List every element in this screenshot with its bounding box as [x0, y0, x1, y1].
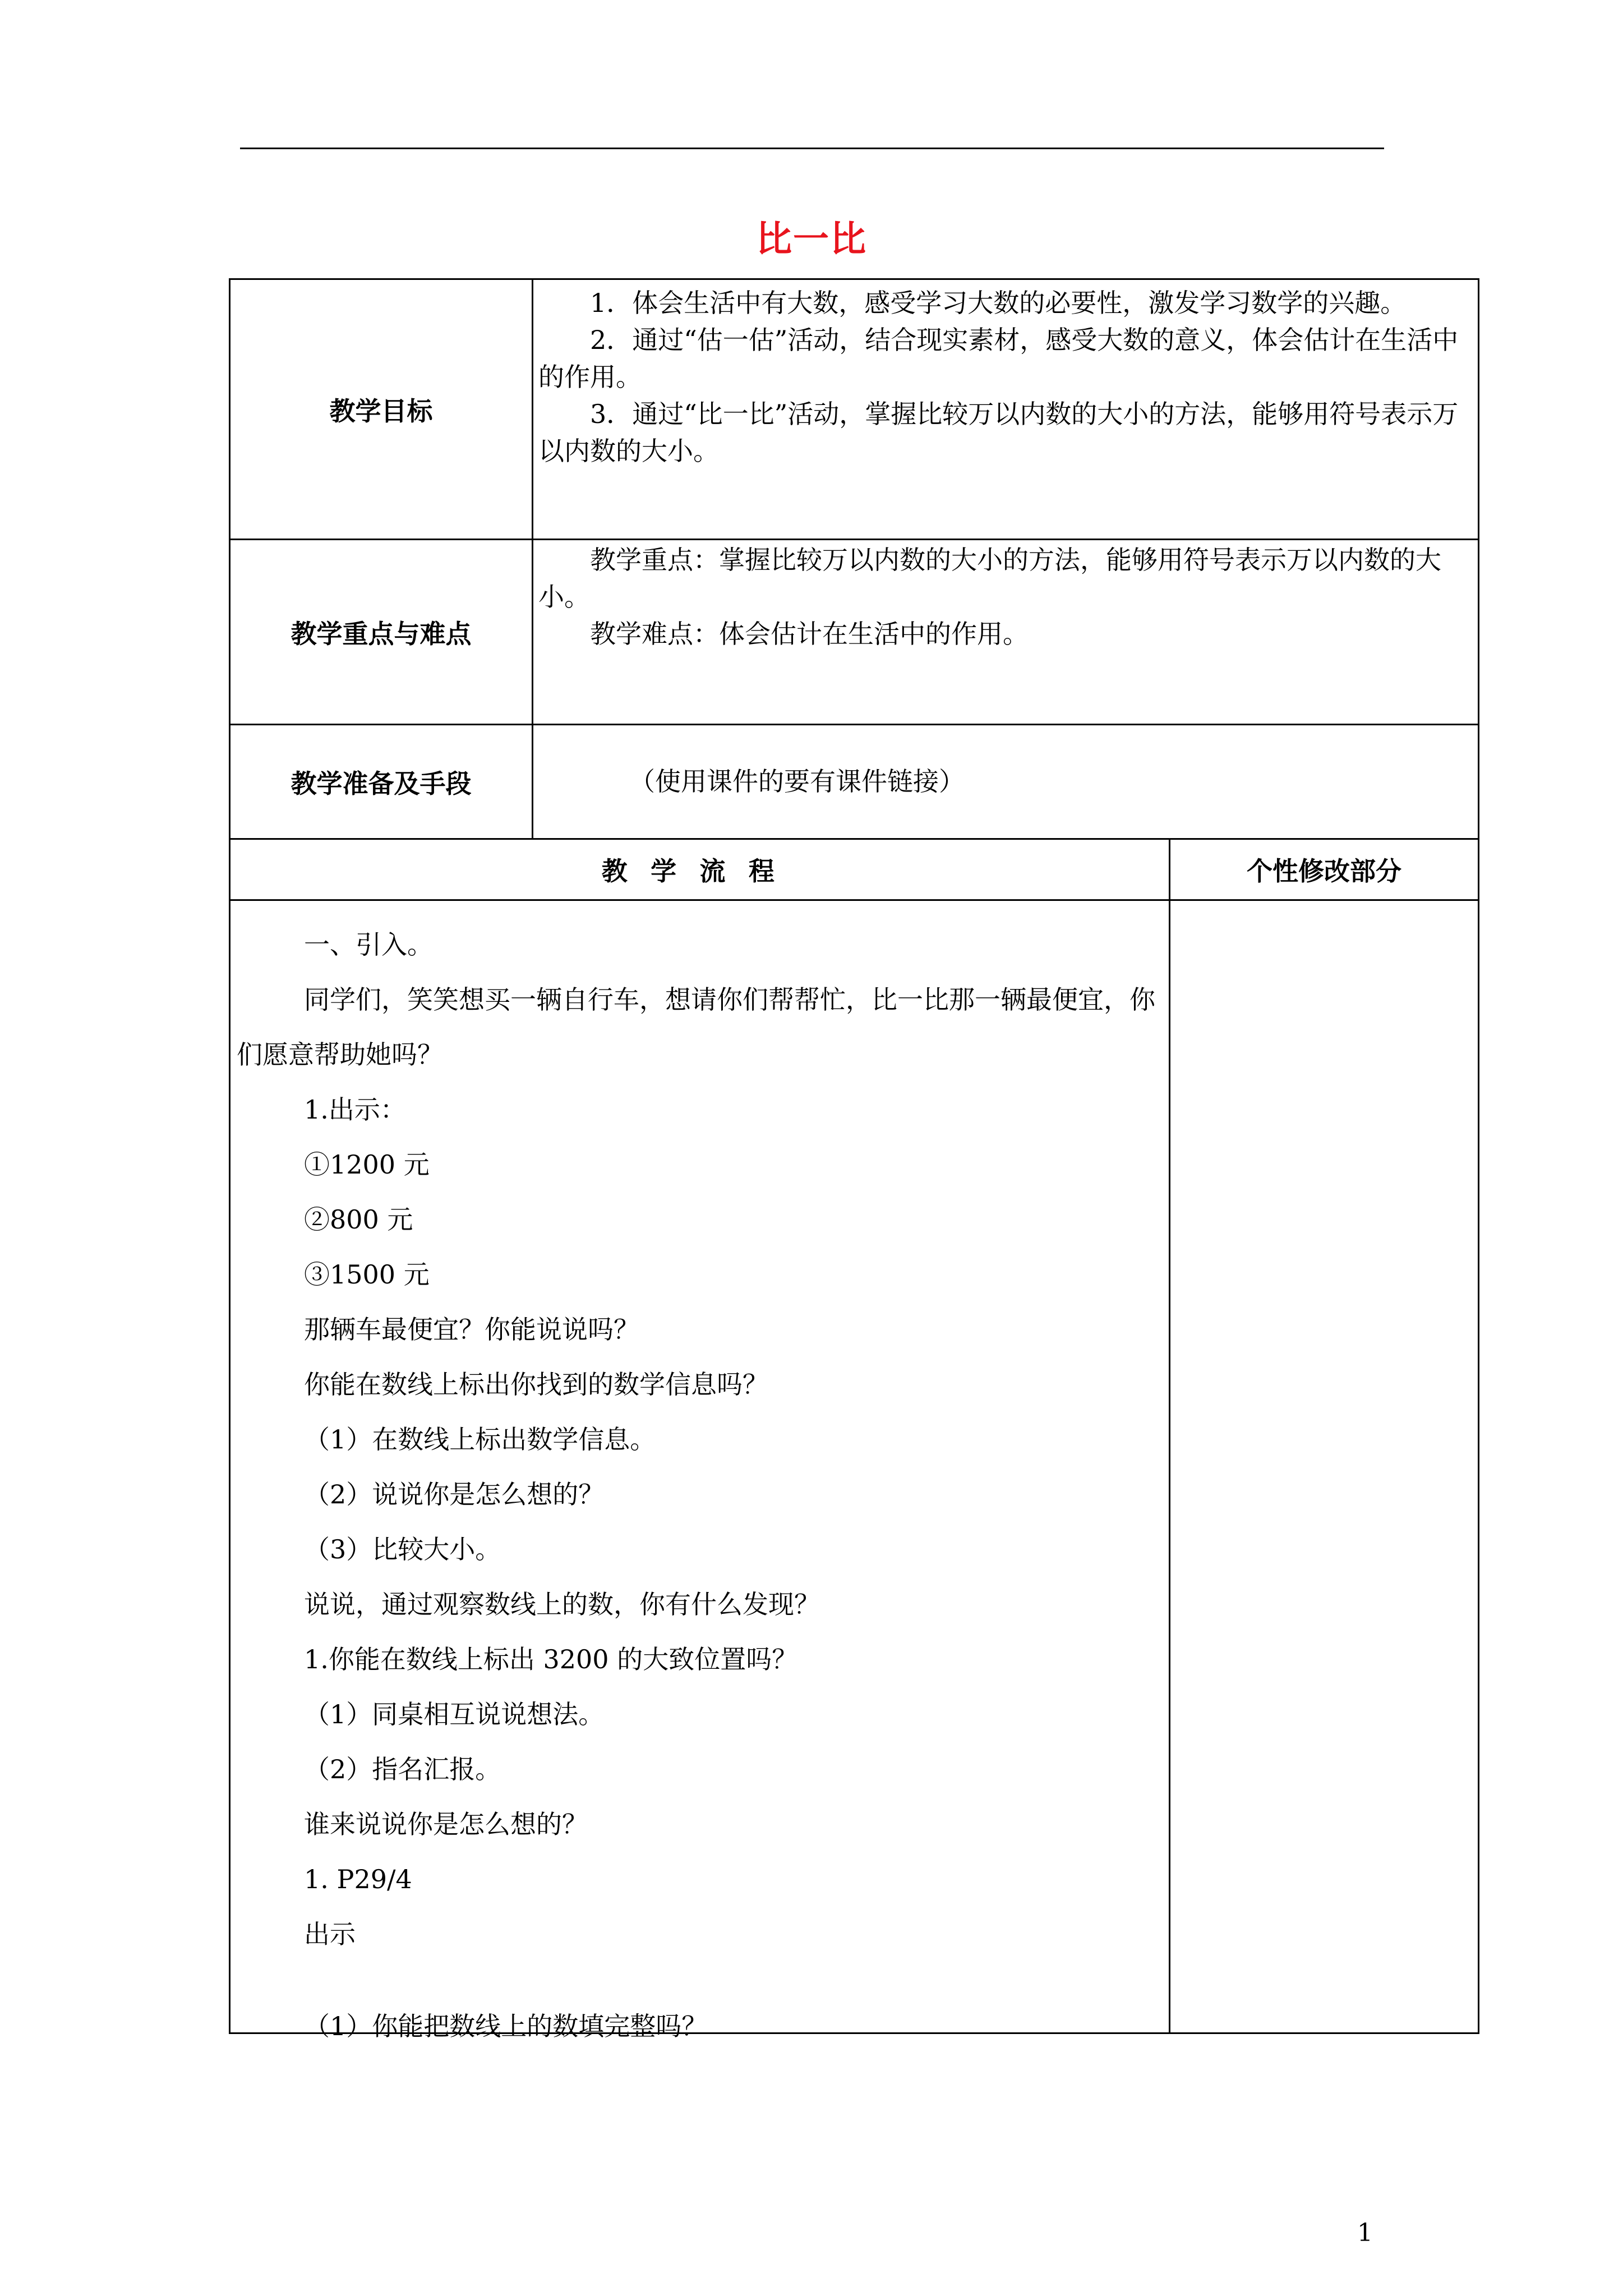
keypoints-label: 教学重点与难点: [291, 618, 472, 649]
prep-content: （使用课件的要有课件链接）: [629, 766, 965, 797]
flow-line: 1.你能在数线上标出 3200 的大致位置吗？: [304, 1644, 798, 1674]
keypoint-item: 教学难点：体会估计在生活中的作用。: [590, 619, 1029, 649]
flow-header: 教学流程: [601, 856, 798, 886]
flow-line: （1）在数线上标出数学信息。: [304, 1424, 656, 1455]
keypoints-content: [538, 541, 1467, 652]
header-rule: [240, 148, 1384, 149]
page-number: 1: [1357, 2219, 1373, 2247]
keypoint-item: 教学重点：掌握比较万以内数的大小的方法，能够用符号表示万以内数的大小。: [538, 545, 1441, 612]
flow-line: （1）同桌相互说说想法。: [304, 1699, 605, 1729]
flow-line: 你能在数线上标出你找到的数学信息吗？: [304, 1369, 768, 1400]
flow-line: 那辆车最便宜？你能说说吗？: [304, 1314, 639, 1345]
flow-line: 出示: [304, 1919, 356, 1949]
flow-line: ③1500 元: [304, 1259, 430, 1290]
flow-line: 谁来说说你是怎么想的？: [304, 1809, 588, 1839]
personal-header: 个性修改部分: [1247, 856, 1401, 886]
table-divider: [229, 899, 1479, 901]
flow-line: （1）你能把数线上的数填完整吗？: [304, 2011, 708, 2041]
flow-line: 说说，通过观察数线上的数，你有什么发现？: [304, 1589, 820, 1619]
flow-line: （3）比较大小。: [304, 1534, 501, 1565]
flow-content: [237, 917, 1173, 2054]
goals-content: [538, 284, 1467, 470]
flow-line: （2）指名汇报。: [304, 1754, 501, 1784]
goal-item: 2．通过“估一估”活动，结合现实素材，感受大数的意义，体会估计在生活中的作用。: [538, 325, 1459, 392]
table-divider: [532, 278, 533, 839]
flow-line: 一、引入。: [304, 930, 433, 960]
page-title: 比一比: [756, 219, 867, 260]
flow-paragraph: 同学们，笑笑想买一辆自行车，想请你们帮帮忙，比一比那一辆最便宜，你们愿意帮助她吗？: [237, 984, 1155, 1070]
prep-label: 教学准备及手段: [291, 768, 472, 799]
flow-line: ①1200 元: [304, 1149, 430, 1180]
flow-line: 1.出示：: [304, 1094, 406, 1125]
goal-item: 3．通过“比一比”活动，掌握比较万以内数的大小的方法，能够用符号表示万以内数的大小。: [538, 399, 1459, 466]
goal-item: 1．体会生活中有大数，感受学习大数的必要性，激发学习数学的兴趣。: [590, 288, 1407, 318]
flow-line: （2）说说你是怎么想的？: [304, 1479, 605, 1510]
goals-label: 教学目标: [329, 395, 433, 426]
flow-line: ②800 元: [304, 1204, 413, 1235]
flow-gap: [237, 1962, 1173, 1999]
flow-line: 1. P29/4: [304, 1864, 412, 1894]
